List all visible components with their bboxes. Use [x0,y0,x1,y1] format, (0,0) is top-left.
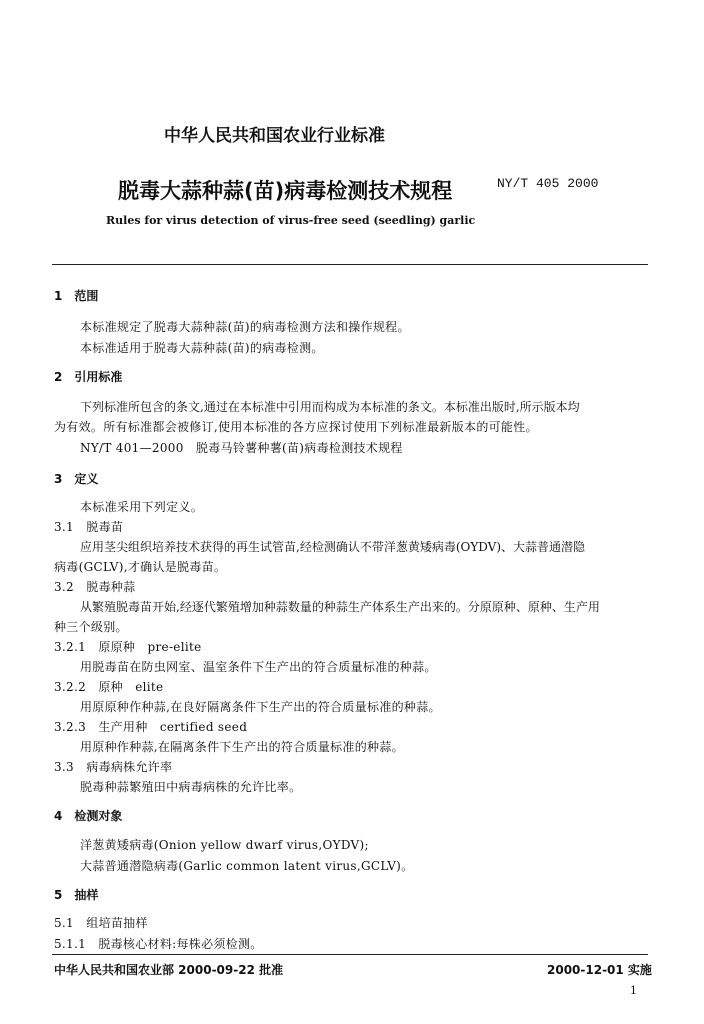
definition-3-2-3-title: 3.2.3 生产用种 certified seed [54,720,248,734]
section-1-heading: 1 范围 [54,289,99,303]
doc-title: 脱毒大蒜种蒜(苗)病毒检测技术规程 [118,179,453,203]
section-2-reference: NY/T 401—2000 脱毒马铃薯种薯(苗)病毒检测技术规程 [80,441,403,455]
section-4-heading: 4 检测对象 [54,809,123,823]
subsection-5-1: 5.1 组培苗抽样 [54,916,148,930]
org-title: 中华人民共和国农业行业标准 [164,126,385,146]
definition-3-2-3-text: 用原种作种蒜,在隔离条件下生产出的符合质量标准的种蒜。 [80,740,404,754]
section-1-para-1: 本标准规定了脱毒大蒜种蒜(苗)的病毒检测方法和操作规程。 [80,320,410,334]
definition-3-3-title: 3.3 病毒病株允许率 [54,760,173,774]
detection-target-1: 洋葱黄矮病毒(Onion yellow dwarf virus,OYDV); [80,838,369,852]
definition-3-2-title: 3.2 脱毒种蒜 [54,580,136,594]
section-5-heading: 5 抽样 [54,888,99,902]
section-3-intro: 本标准采用下列定义。 [80,500,204,514]
definition-3-3-text: 脱毒种蒜繁殖田中病毒病株的允许比率。 [80,780,302,794]
subsection-5-1-1: 5.1.1 脱毒核心材料:每株必须检测。 [54,937,263,951]
definition-3-2-2-text: 用原原种作种蒜,在良好隔离条件下生产出的符合质量标准的种蒜。 [80,700,441,714]
definition-3-1-title: 3.1 脱毒苗 [54,520,124,534]
footer-divider [52,954,648,955]
english-title: Rules for virus detection of virus-free seed (seedling) garlic [106,214,476,227]
section-2-para-line-2: 为有效。所有标准都会被修订,使用本标准的各方应探讨使用下列标准最新版本的可能性。 [54,420,538,434]
definition-3-2-line-2: 种三个级别。 [54,620,128,634]
doc-code: NY/T 405 2000 [497,176,599,191]
definition-3-2-1-title: 3.2.1 原原种 pre-elite [54,640,202,654]
definition-3-1-line-1: 应用茎尖组织培养技术获得的再生试管苗,经检测确认不带洋葱黄矮病毒(OYDV)、大蒜普通潜隐 [80,540,586,554]
detection-target-2: 大蒜普通潜隐病毒(Garlic common latent virus,GCLV)。 [80,859,414,873]
definition-3-2-line-1: 从繁殖脱毒苗开始,经逐代繁殖增加种蒜数量的种蒜生产体系生产出来的。分原原种、原种、生产用 [80,600,600,614]
section-1-para-2: 本标准适用于脱毒大蒜种蒜(苗)的病毒检测。 [80,341,324,355]
effective-date: 2000-12-01 实施 [547,963,652,977]
definition-3-2-1-text: 用脱毒苗在防虫网室、温室条件下生产出的符合质量标准的种蒜。 [80,660,437,674]
section-3-heading: 3 定义 [54,472,99,486]
definition-3-2-2-title: 3.2.2 原种 elite [54,680,164,694]
section-2-heading: 2 引用标准 [54,370,123,384]
header-divider [52,264,648,265]
definition-3-1-line-2: 病毒(GCLV),才确认是脱毒苗。 [54,560,227,574]
page-number: 1 [630,984,637,997]
approval-date: 中华人民共和国农业部 2000-09-22 批准 [54,963,284,977]
section-2-para-line-1: 下列标准所包含的条文,通过在本标准中引用而构成为本标准的条文。本标准出版时,所示版本均 [80,400,580,414]
